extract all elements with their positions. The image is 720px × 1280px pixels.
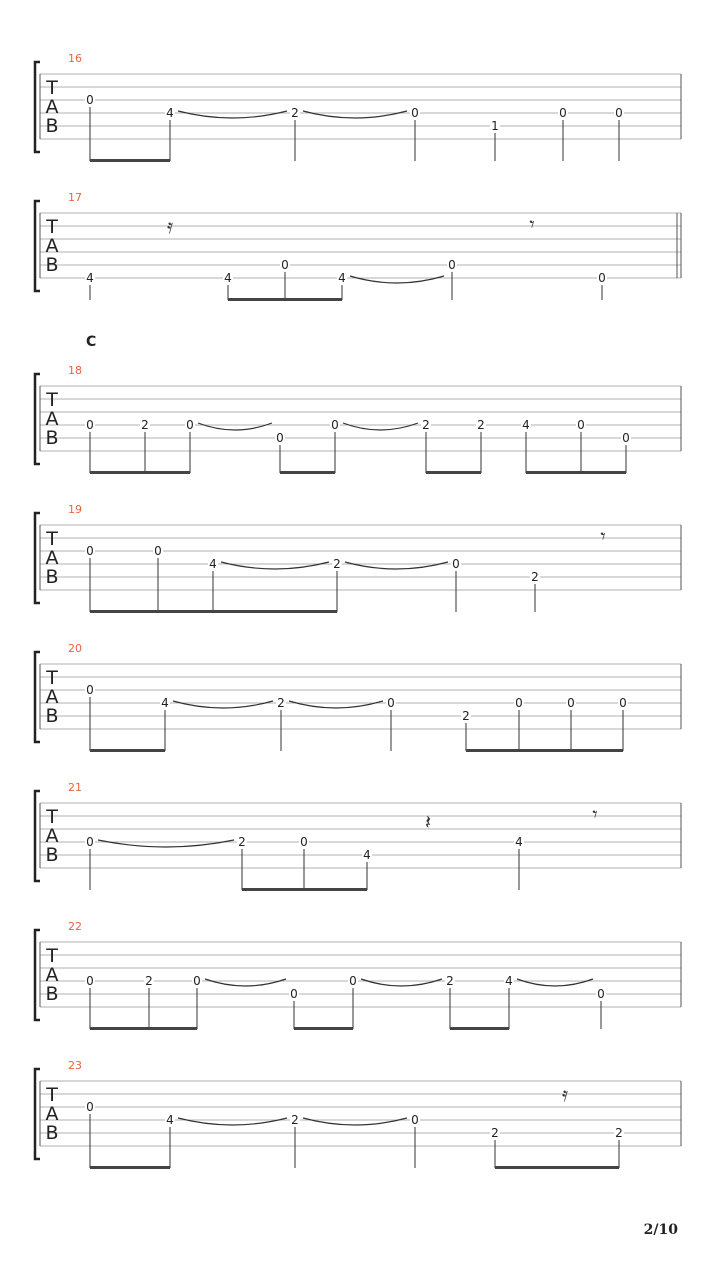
fret-number: 0	[193, 974, 201, 988]
rest-symbol: 𝄽	[424, 810, 432, 834]
tie-arc	[289, 701, 383, 708]
fret-number: 0	[86, 93, 94, 107]
fret-number: 0	[349, 974, 357, 988]
tab-clef-letter: A	[45, 964, 59, 986]
fret-number: 4	[86, 271, 94, 285]
section-label: C	[86, 334, 97, 350]
fret-number: 4	[166, 1113, 174, 1127]
fret-number: 0	[186, 418, 194, 432]
fret-number: 4	[209, 557, 217, 571]
beam	[294, 1027, 353, 1030]
rest-symbol: 𝄾	[529, 212, 535, 236]
beam	[90, 1166, 170, 1169]
beam	[242, 888, 367, 891]
tab-clef-letter: T	[46, 528, 58, 550]
fret-number: 0	[300, 835, 308, 849]
system-bracket	[35, 513, 40, 603]
fret-number: 2	[615, 1126, 623, 1140]
tab-clef-letter: A	[45, 235, 59, 257]
tie-arc	[350, 276, 444, 283]
fret-number: 0	[86, 835, 94, 849]
fret-number: 0	[276, 431, 284, 445]
measure-number: 22	[68, 920, 82, 933]
beam	[90, 610, 213, 613]
system-bracket	[35, 1069, 40, 1159]
beam	[466, 749, 623, 752]
fret-number: 0	[411, 106, 419, 120]
fret-number: 2	[422, 418, 430, 432]
fret-number: 4	[515, 835, 523, 849]
tie-arc	[517, 979, 593, 986]
system-bracket	[35, 374, 40, 464]
tie-arc	[98, 840, 234, 847]
fret-number: 0	[619, 696, 627, 710]
fret-number: 0	[86, 1100, 94, 1114]
tab-clef-letter: B	[45, 844, 59, 866]
tab-system	[35, 503, 681, 613]
tie-arc	[303, 111, 407, 118]
system-bracket	[35, 201, 40, 291]
fret-number: 4	[224, 271, 232, 285]
fret-number: 1	[491, 119, 499, 133]
beam	[228, 298, 342, 301]
tab-clef-letter: B	[45, 427, 59, 449]
fret-number: 2	[291, 106, 299, 120]
tab-clef-letter: A	[45, 686, 59, 708]
fret-number: 0	[448, 258, 456, 272]
fret-number: 0	[567, 696, 575, 710]
fret-number: 2	[462, 709, 470, 723]
fret-number: 0	[598, 271, 606, 285]
tab-clef-letter: B	[45, 983, 59, 1005]
measure-number: 19	[68, 503, 82, 516]
beam	[90, 749, 165, 752]
system-bracket	[35, 62, 40, 152]
tab-clef-letter: A	[45, 825, 59, 847]
fret-number: 0	[281, 258, 289, 272]
tie-arc	[198, 423, 272, 430]
beam	[213, 610, 337, 613]
fret-number: 2	[145, 974, 153, 988]
fret-number: 2	[141, 418, 149, 432]
tab-clef-letter: T	[46, 77, 58, 99]
fret-number: 4	[161, 696, 169, 710]
fret-number: 4	[338, 271, 346, 285]
beam	[90, 1027, 197, 1030]
fret-number: 0	[331, 418, 339, 432]
fret-number: 2	[531, 570, 539, 584]
fret-number: 2	[491, 1126, 499, 1140]
fret-number: 0	[597, 987, 605, 1001]
measure-number: 21	[68, 781, 82, 794]
tab-system	[35, 781, 681, 891]
fret-number: 0	[86, 974, 94, 988]
fret-number: 0	[154, 544, 162, 558]
beam	[426, 471, 481, 474]
rest-symbol: 𝄿	[561, 1082, 569, 1106]
tab-clef-letter: T	[46, 667, 58, 689]
tab-system	[35, 1059, 681, 1169]
fret-number: 2	[291, 1113, 299, 1127]
fret-number: 4	[505, 974, 513, 988]
tab-clef-letter: B	[45, 115, 59, 137]
fret-number: 0	[290, 987, 298, 1001]
fret-number: 4	[363, 848, 371, 862]
tab-clef-letter: A	[45, 547, 59, 569]
measure-number: 17	[68, 191, 82, 204]
tie-arc	[303, 1118, 407, 1125]
tab-system	[35, 191, 681, 301]
fret-number: 4	[522, 418, 530, 432]
tie-arc	[178, 1118, 287, 1125]
tab-clef-letter: B	[45, 254, 59, 276]
tab-clef-letter: B	[45, 705, 59, 727]
fret-number: 2	[477, 418, 485, 432]
beam	[90, 159, 170, 162]
tab-clef-letter: A	[45, 408, 59, 430]
fret-number: 2	[238, 835, 246, 849]
tab-clef-letter: B	[45, 1122, 59, 1144]
beam	[495, 1166, 619, 1169]
measure-number: 16	[68, 52, 82, 65]
measure-number: 18	[68, 364, 82, 377]
tie-arc	[343, 423, 418, 430]
fret-number: 0	[577, 418, 585, 432]
system-bracket	[35, 652, 40, 742]
tie-arc	[205, 979, 286, 986]
tie-arc	[173, 701, 273, 708]
measure-number: 20	[68, 642, 82, 655]
fret-number: 0	[86, 683, 94, 697]
system-bracket	[35, 930, 40, 1020]
tie-arc	[178, 111, 287, 118]
rest-symbol: 𝄾	[600, 524, 606, 548]
fret-number: 0	[622, 431, 630, 445]
tie-arc	[345, 562, 448, 569]
fret-number: 0	[452, 557, 460, 571]
system-bracket	[35, 791, 40, 881]
tab-clef-letter: A	[45, 1103, 59, 1125]
tie-arc	[221, 562, 329, 569]
tab-clef-letter: T	[46, 216, 58, 238]
measure-number: 23	[68, 1059, 82, 1072]
page-number: 2/10	[643, 1222, 678, 1238]
tab-system	[35, 52, 681, 162]
tab-clef-letter: T	[46, 1084, 58, 1106]
fret-number: 0	[411, 1113, 419, 1127]
fret-number: 2	[333, 557, 341, 571]
tab-clef-letter: A	[45, 96, 59, 118]
rest-symbol: 𝄾	[592, 802, 598, 826]
fret-number: 0	[387, 696, 395, 710]
fret-number: 0	[615, 106, 623, 120]
fret-number: 2	[277, 696, 285, 710]
fret-number: 0	[86, 418, 94, 432]
fret-number: 0	[515, 696, 523, 710]
fret-number: 4	[166, 106, 174, 120]
tab-clef-letter: T	[46, 806, 58, 828]
beam	[450, 1027, 509, 1030]
tab-clef-letter: T	[46, 945, 58, 967]
fret-number: 0	[86, 544, 94, 558]
rest-symbol: 𝄿	[166, 214, 174, 238]
beam	[526, 471, 626, 474]
tab-system	[35, 642, 681, 752]
tab-system	[35, 920, 681, 1030]
beam	[280, 471, 335, 474]
fret-number: 0	[559, 106, 567, 120]
tie-arc	[361, 979, 442, 986]
tab-clef-letter: T	[46, 389, 58, 411]
tab-clef-letter: B	[45, 566, 59, 588]
fret-number: 2	[446, 974, 454, 988]
tab-system	[35, 334, 681, 474]
beam	[90, 471, 190, 474]
